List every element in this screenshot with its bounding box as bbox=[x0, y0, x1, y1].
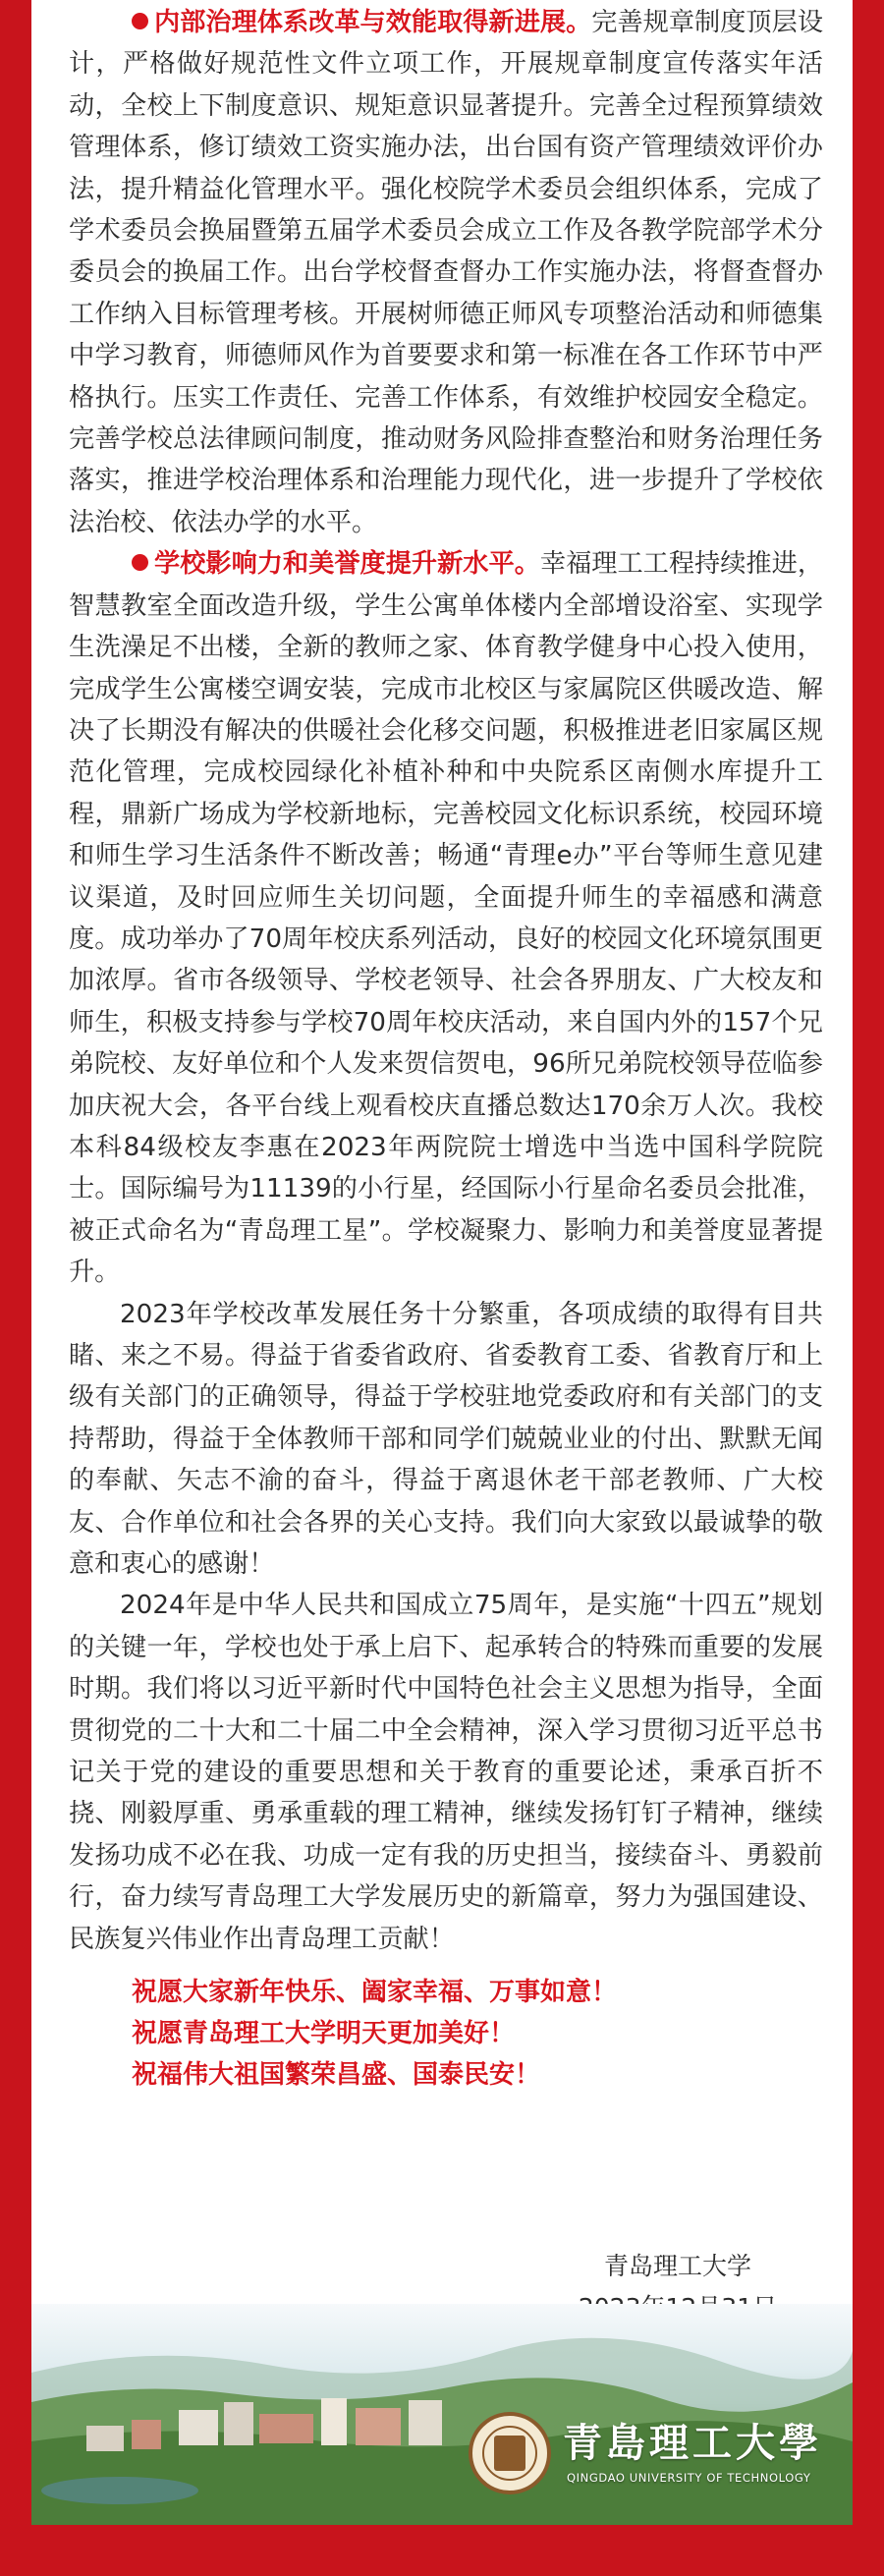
wish-line: 祝愿大家新年快乐、阖家幸福、万事如意！ bbox=[132, 1978, 618, 2008]
section-lead: 内部治理体系改革与效能取得新进展。 bbox=[154, 8, 592, 37]
university-seal-icon bbox=[469, 2412, 551, 2494]
wish-line: 祝福伟大祖国繁荣昌盛、国泰民安！ bbox=[132, 2060, 541, 2091]
paragraph-outlook: 2024年是中华人民共和国成立75周年，是实施“十四五”规划的关键一年，学校也处于承上启下、起承转合的特殊而重要的发展时期。我们将以习近平新时代中国特色社会主义思想为指导，全面贯彻党的二十大和二十届二中全会精神，深入学习贯彻习近平总书记关于党的建设的重要思想和关于教育的重要论述，秉承百折不挠、刚毅厚重、勇承重载的理工精神，继续发扬钉钉子精神，继续发扬功成不必在我、功成一定有我的历史担当，接续奋斗、勇毅前行，奋力续写青岛理工大学发展历史的新篇章，努力为强国建设、民族复兴伟业作出青岛理工贡献！ bbox=[69, 1591, 823, 1954]
section-text: 幸福理工工程持续推进，智慧教室全面改造升级，学生公寓单体楼内全部增设浴室、实现学生洗澡足不出楼，全新的教师之家、体育教学健身中心投入使用，完成学生公寓楼空调安装，完成市北校区与家属院区供暖改造、解决了长期没有解决的供暖社会化移交问题，积极推进老旧家属区规范化管理，完成校园绿化补植补种和中央院系区南侧水库提升工程，鼎新广场成为学校新地标，完善校园文化标识系统，校园环境和师生学习生活条件不断改善；畅通“青理e办”平台等师生意见建议渠道，及时回应师生关切问题，全面提升师生的幸福感和满意度。成功举办了70周年校庆系列活动，良好的校园文化环境氛围更加浓厚。省市各级领导、学校老领导、社会各界朋友、广大校友和师生，积极支持参与学校70周年校庆活动，来自国内外的157个兄弟院校、友好单位和个人发来贺信贺电，96所兄弟院校领导莅临参加庆祝大会，各平台线上观看校庆直播总数达170余万人次。我校本科84级校友李惠在2023年两院院士增选中当选中国科学院院士。国际编号为11139的小行星，经国际小行星命名委员会批准，被正式命名为“青岛理工星”。学校凝聚力、影响力和美誉度显著提升。 bbox=[69, 549, 824, 1288]
paragraph-thanks: 2023年学校改革发展任务十分繁重，各项成绩的取得有目共睹、来之不易。得益于省委省政府、省委教育工委、省教育厅和上级有关部门的正确领导，得益于学校驻地党委政府和有关部门的支持帮助，得益于全体教师干部和同学们兢兢业业的付出、默默无闻的奉献、矢志不渝的奋斗，得益于离退休老干部老教师、广大校友、合作单位和社会各界的关心支持。我们向大家致以最诚挚的敬意和衷心的感谢！ bbox=[69, 1299, 823, 1580]
red-bullet-icon bbox=[132, 13, 148, 29]
university-logo bbox=[469, 2412, 842, 2500]
signature-org: 青岛理工大学 bbox=[603, 2252, 751, 2280]
wish-line: 祝愿青岛理工大学明天更加美好！ bbox=[132, 2019, 516, 2049]
bottom-red-band bbox=[0, 2525, 884, 2576]
section-text: 完善规章制度顶层设计，严格做好规范性文件立项工作，开展规章制度宣传落实年活动，全校上下制度意识、规矩意识显著提升。完善全过程预算绩效管理体系，修订绩效工资实施办法，出台国有资产管理绩效评价办法，提升精益化管理水平。强化校院学术委员会组织体系，完成了学术委员会换届暨第五届学术委员会成立工作及各教学院部学术分委员会的换届工作。出台学校督查督办工作实施办法，将督查督办工作纳入目标管理考核。开展树师德正师风专项整治活动和师德集中学习教育，师德师风作为首要要求和第一标准在各工作环节中严格执行。压实工作责任、完善工作体系，有效维护校园安全稳定。完善学校总法律顾问制度，推动财务风险排查整治和财务治理任务落实，推进学校治理体系和治理能力现代化，进一步提升了学校依法治校、依法办学的水平。 bbox=[69, 8, 824, 537]
logo-name-text: 青島理工大學 bbox=[563, 2420, 822, 2466]
new-year-wishes bbox=[69, 1972, 823, 2096]
section-governance bbox=[69, 2, 823, 543]
letter-body bbox=[69, 2, 823, 2096]
campus-panorama-image bbox=[31, 2304, 853, 2525]
red-bullet-icon bbox=[132, 554, 148, 571]
logo-english-text: QINGDAO UNIVERSITY OF TECHNOLOGY bbox=[567, 2471, 811, 2485]
section-lead: 学校影响力和美誉度提升新水平。 bbox=[154, 549, 540, 580]
section-influence bbox=[69, 543, 823, 1293]
